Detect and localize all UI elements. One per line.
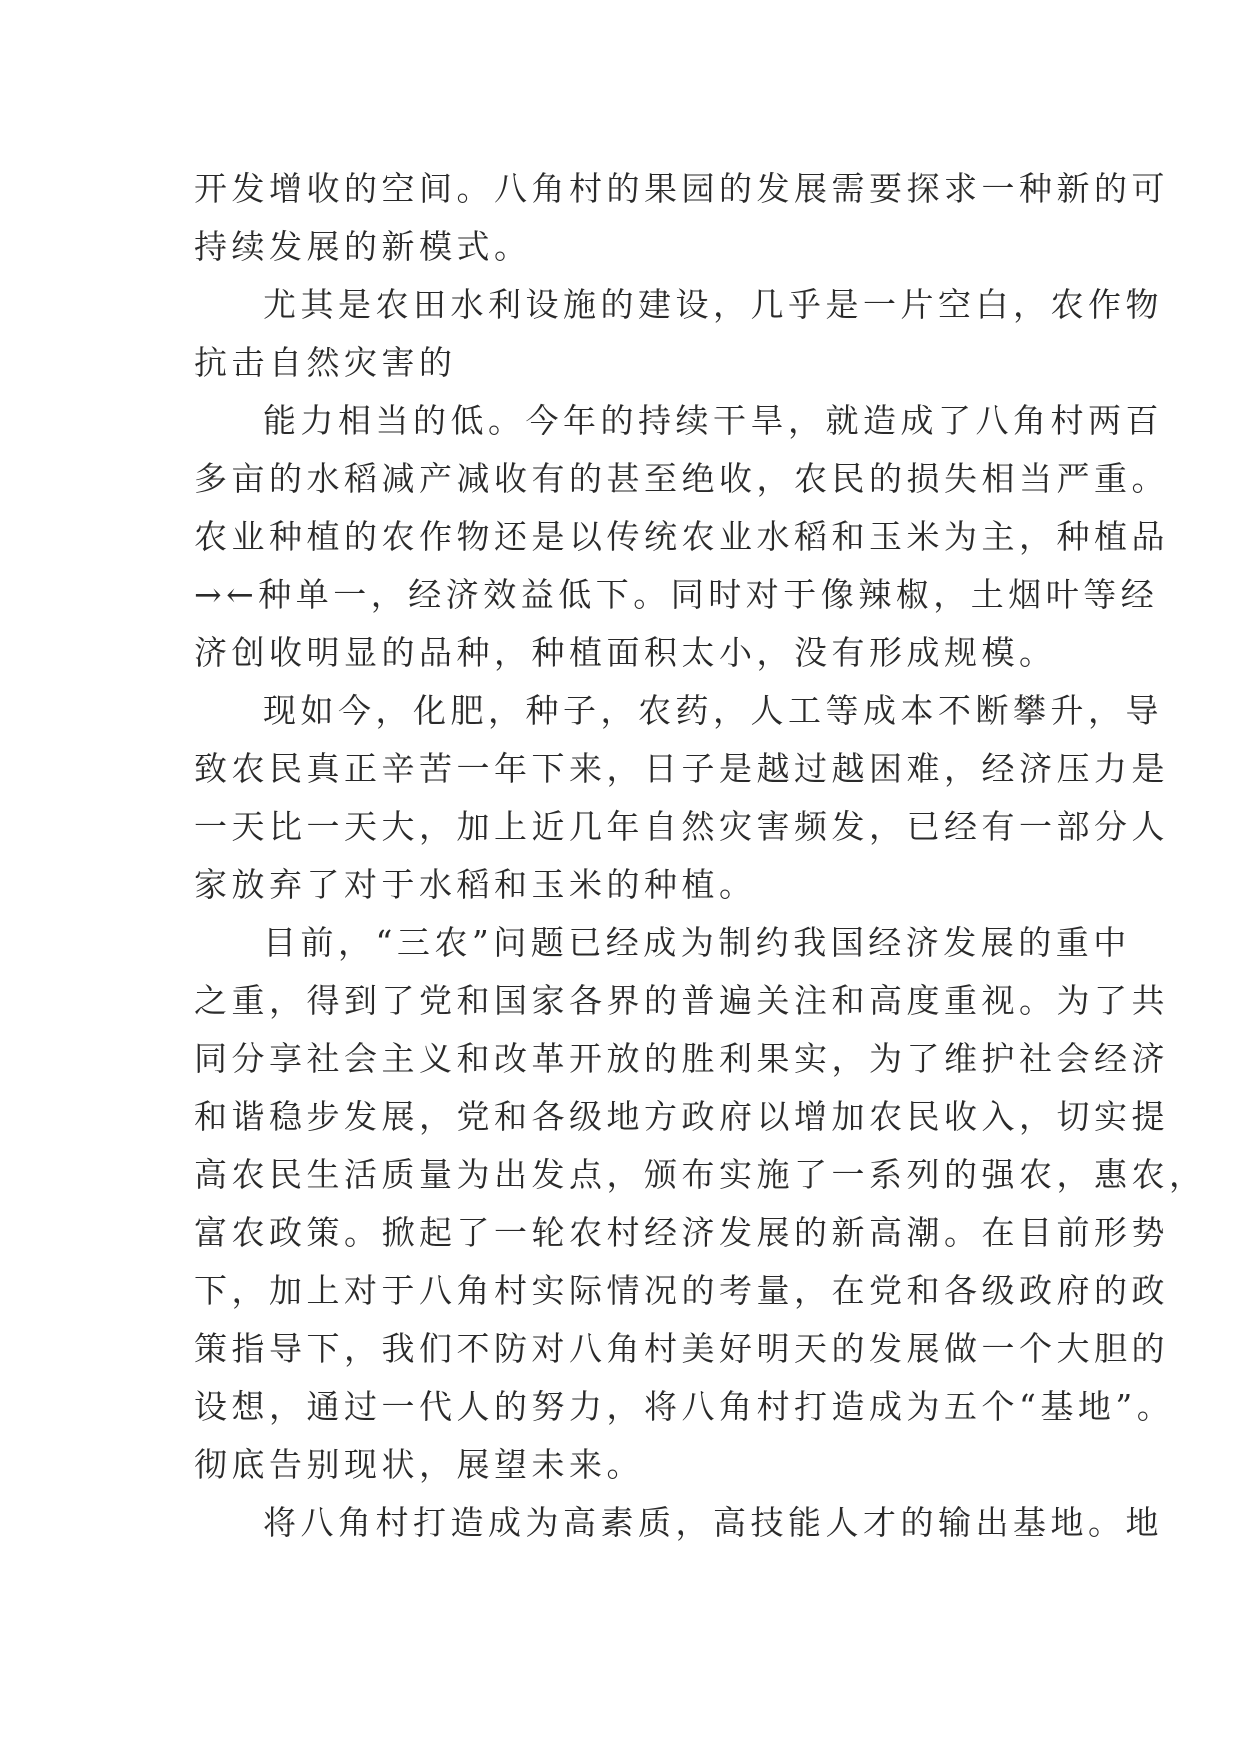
- text-line: 开发增收的空间。八角村的果园的发展需要探求一种新的可: [194, 169, 1169, 208]
- text-line: 抗击自然灾害的: [194, 343, 457, 382]
- text-line: 济创收明显的品种，种植面积太小，没有形成规模。: [194, 633, 1057, 672]
- text-line: 尤其是农田水利设施的建设，几乎是一片空白，农作物: [263, 285, 1163, 324]
- text-line: 策指导下，我们不防对八角村美好明天的发展做一个大胆的: [194, 1329, 1169, 1368]
- text-line: 将八角村打造成为高素质，高技能人才的输出基地。地: [263, 1503, 1163, 1542]
- text-line: 目前，“三农”问题已经成为制约我国经济发展的重中: [263, 923, 1131, 962]
- text-line: 致农民真正辛苦一年下来，日子是越过越困难，经济压力是: [194, 749, 1169, 788]
- text-line: 持续发展的新模式。: [194, 227, 532, 266]
- text-line: 农业种植的农作物还是以传统农业水稻和玉米为主，种植品: [194, 517, 1169, 556]
- text-line: 现如今，化肥，种子，农药，人工等成本不断攀升，导: [263, 691, 1163, 730]
- text-line: 高农民生活质量为出发点，颁布实施了一系列的强农，惠农，: [194, 1155, 1207, 1194]
- text-line: 和谐稳步发展，党和各级地方政府以增加农民收入，切实提: [194, 1097, 1169, 1136]
- text-line: 能力相当的低。今年的持续干旱，就造成了八角村两百: [263, 401, 1163, 440]
- text-line: →←种单一，经济效益低下。同时对于像辣椒，土烟叶等经: [194, 575, 1159, 614]
- text-line: 富农政策。掀起了一轮农村经济发展的新高潮。在目前形势: [194, 1213, 1169, 1252]
- text-line: 之重，得到了党和国家各界的普遍关注和高度重视。为了共: [194, 981, 1169, 1020]
- text-line: 设想，通过一代人的努力，将八角村打造成为五个“基地”。: [194, 1387, 1175, 1426]
- text-line: 同分享社会主义和改革开放的胜利果实，为了维护社会经济: [194, 1039, 1169, 1078]
- body-text: [194, 160, 1207, 1552]
- text-line: 家放弃了对于水稻和玉米的种植。: [194, 865, 757, 904]
- text-line: 彻底告别现状，展望未来。: [194, 1445, 644, 1484]
- text-line: 一天比一天大，加上近几年自然灾害频发，已经有一部分人: [194, 807, 1169, 846]
- text-line: 下，加上对于八角村实际情况的考量，在党和各级政府的政: [194, 1271, 1169, 1310]
- text-line: 多亩的水稻减产减收有的甚至绝收，农民的损失相当严重。: [194, 459, 1169, 498]
